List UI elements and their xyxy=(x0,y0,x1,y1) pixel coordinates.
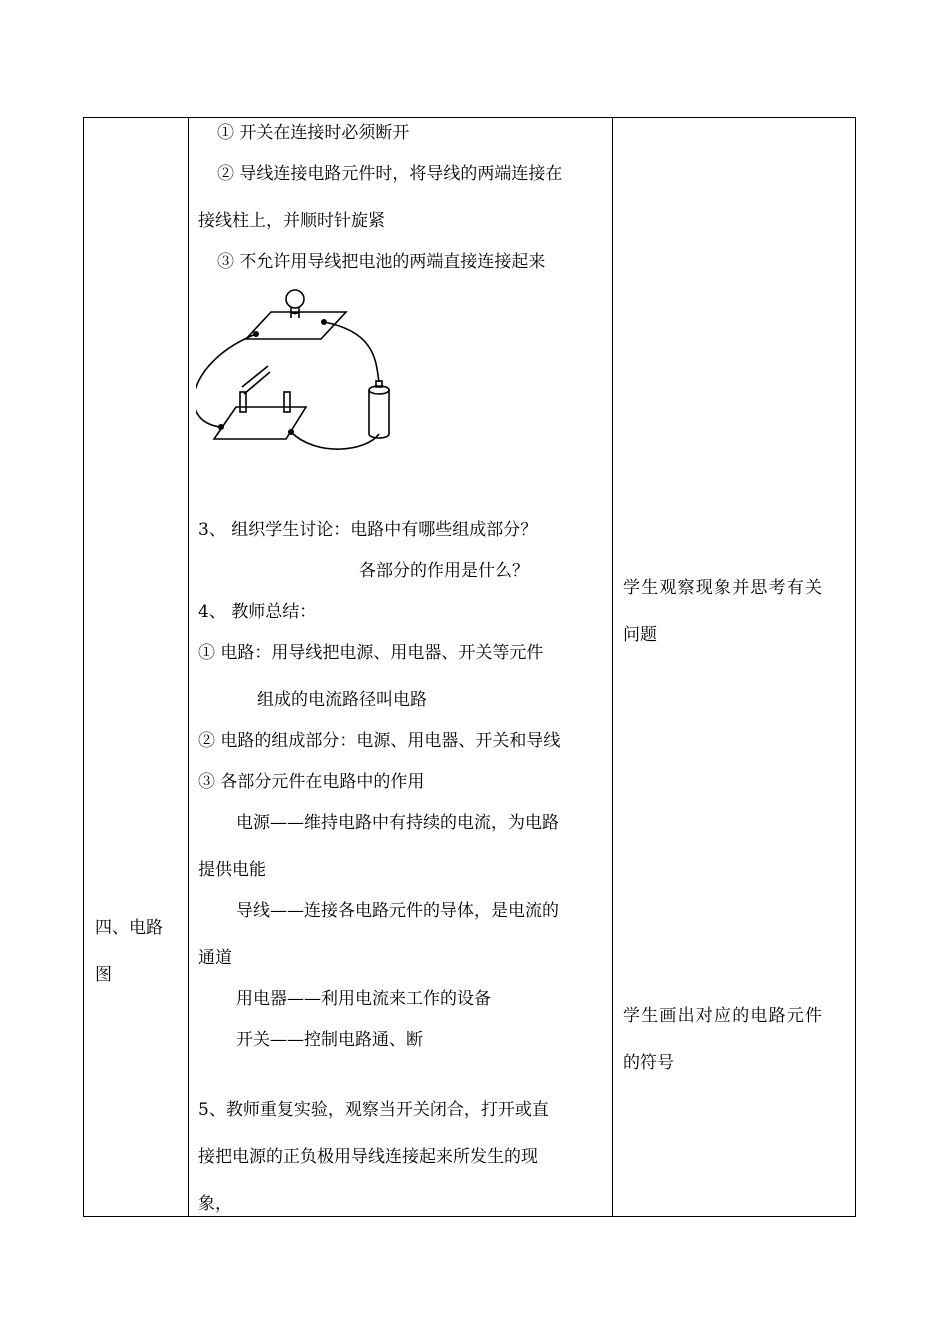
wire xyxy=(324,322,379,382)
rule-1: ① 开关在连接时必须断开 xyxy=(217,123,410,143)
section-title: 四、电路 xyxy=(95,918,163,938)
step-3-question: 3、 组织学生讨论：电路中有哪些组成部分？ xyxy=(198,520,538,540)
step-3-question-continued: 各部分的作用是什么？ xyxy=(359,561,529,581)
column-divider xyxy=(188,118,189,1216)
student-note-1: 学生观察现象并思考有关 xyxy=(623,578,824,598)
summary-1: ① 电路：用导线把电源、用电器、开关等元件 xyxy=(198,643,544,663)
step-5-end: 象， xyxy=(198,1194,232,1214)
step-5: 5、教师重复实验，观察当开关闭合，打开或直 xyxy=(198,1100,549,1120)
switch-post xyxy=(284,392,290,412)
summary-2: ② 电路的组成部分：电源、用电器、开关和导线 xyxy=(198,731,561,751)
bulb-icon xyxy=(286,290,304,308)
rule-3: ③ 不允许用导线把电池的两端直接连接起来 xyxy=(217,252,546,272)
step-5-continued: 接把电源的正负极用导线连接起来所发生的现 xyxy=(198,1147,538,1167)
wire-role: 导线——连接各电路元件的导体，是电流的 xyxy=(236,901,559,921)
power-role-continued: 提供电能 xyxy=(198,860,266,880)
lamp-board xyxy=(246,312,346,339)
appliance-role: 用电器——利用电流来工作的设备 xyxy=(236,989,491,1009)
circuit-diagram xyxy=(196,282,406,462)
student-note-2-continued: 的符号 xyxy=(623,1053,674,1073)
summary-3: ③ 各部分元件在电路中的作用 xyxy=(198,772,425,792)
switch-post xyxy=(240,392,246,412)
step-4-summary: 4、 教师总结： xyxy=(198,602,317,622)
switch-role: 开关——控制电路通、断 xyxy=(236,1030,423,1050)
student-note-1-continued: 问题 xyxy=(623,625,657,645)
column-divider xyxy=(612,118,613,1216)
wire xyxy=(291,432,379,449)
rule-2-continued: 接线柱上，并顺时针旋紧 xyxy=(198,211,385,231)
student-note-2: 学生画出对应的电路元件 xyxy=(623,1006,824,1026)
summary-1-continued: 组成的电流路径叫电路 xyxy=(257,690,427,710)
rule-2: ② 导线连接电路元件时，将导线的两端连接在 xyxy=(217,164,563,184)
power-role: 电源——维持电路中有持续的电流，为电路 xyxy=(236,813,559,833)
wire-role-continued: 通道 xyxy=(198,948,232,968)
section-title-continued: 图 xyxy=(95,965,112,985)
wire xyxy=(196,334,256,427)
